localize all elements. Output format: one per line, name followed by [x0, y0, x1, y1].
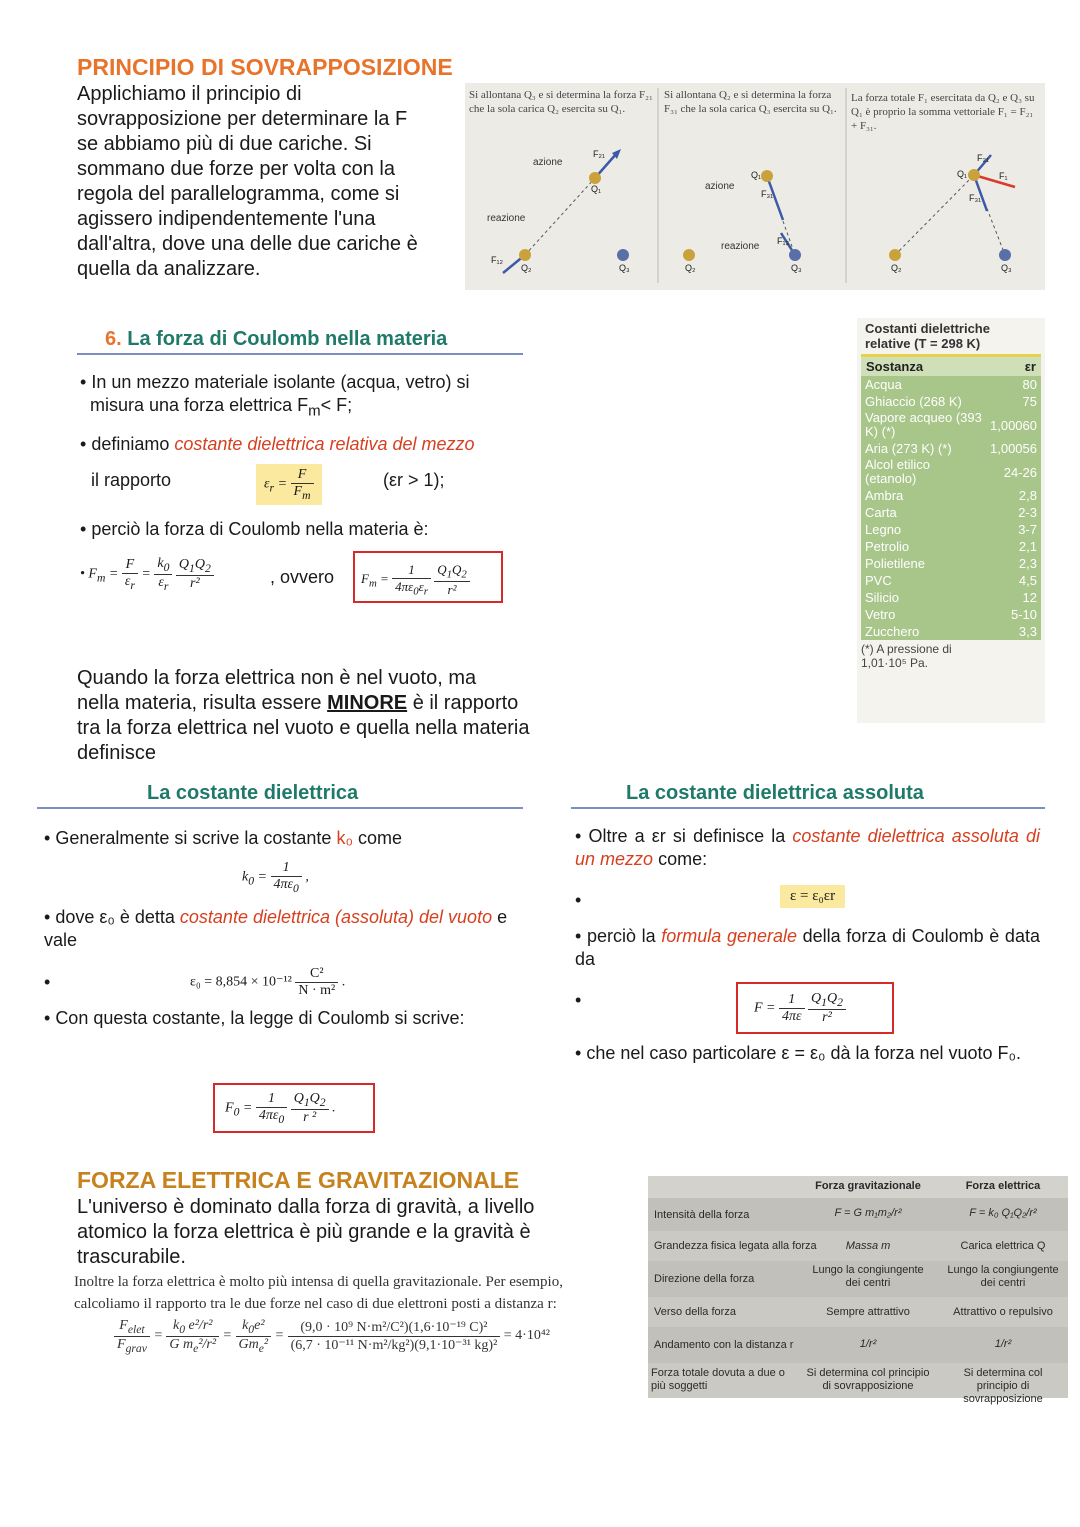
dielectric-constants-table [857, 318, 1045, 723]
dielectric-b1: • Generalmente si scrive la costante k₀ come [44, 828, 402, 849]
panel2-f31: F₃₁ [761, 189, 774, 199]
table-row: PVC 4,5 [865, 573, 1037, 588]
table-row: Vapore acqueo (393 K) (*) 1,00060 [865, 410, 1037, 439]
matter-paragraph: Quando la forza elettrica non è nel vuoto, ma nella materia, risulta essere MINORE è il rapporto tra la forza elettrica nel vuoto e quella nella materia definisce [77, 667, 530, 764]
table-row: Forza totale dovuta a due o più soggetti Si determina col principio di sovrapposizione Si determina col principio di sovrapposizione [648, 1363, 1068, 1398]
eps-r-condition: (εr > 1); [383, 470, 445, 490]
f0-formula-boxed: $F_0$ = $\frac{1}{4\pi\varepsilon_0}$ $\frac{Q_1Q_2}{\text{r ²}}$ . [213, 1083, 375, 1133]
general-coulomb-formula-boxed: F = $\frac{1}{4\pi\varepsilon}$ $\frac{Q_1Q_2}{\text{r²}}$ [736, 982, 894, 1034]
panel3-q1: Q₁ [957, 169, 968, 179]
electric-gravity-text: L'universo è dominato dalla forza di gravità, a livello atomico la forza elettrica è più grande e la gravità è trascurabile. [77, 1196, 535, 1268]
panel2-f13: F₁₃ [777, 236, 790, 246]
col-gravity: Forza gravitazionale [815, 1180, 921, 1192]
table-row: Direzione della forza Lungo la congiungente dei centri Lungo la congiungente dei centri [654, 1264, 1059, 1289]
bullet-dot: • [575, 890, 582, 910]
superposition-text: Applichiamo il principio di sovrapposizione per determinare la F se abbiamo più di due cariche. Si sommano due forze per volta con la regola del parallelogramma, come si agissero indipendentemente l'una dall'altra, dove una delle due cariche è quella da analizzare. [77, 83, 418, 280]
eps0-formula: ε₀ = 8,854 × 10⁻¹² $\frac{\text{C²}}{\text{N · m²}}$ . [190, 966, 346, 998]
panel3-f31: F₃₁ [969, 193, 982, 203]
bullet-dot: • [44, 972, 51, 992]
panel1-q1: Q₁ [591, 184, 602, 194]
comparison-table [648, 1176, 1068, 1405]
table-header: Sostanza εr [861, 357, 1041, 376]
heading-underline [37, 807, 523, 809]
section-title-electric-gravity: FORZA ELETTRICA E GRAVITAZIONALE [77, 1167, 520, 1193]
force-ratio-formula: $\frac{F_{elet}}{F_{grav}}$ = $\frac{k_0 e^2/r^2}{G m_e^2/r^2}$ = $\frac{k_0e^2}{Gm_e^2}$ = $\frac{\text{(9,0 · 10⁹ N·m²/C²)(1,6·10⁻¹⁹ C)²}}{\text{(6,7 · 10⁻¹¹ N·m²/kg²)(9,1·10⁻³¹ kg)²}}$ = 4·10⁴² [114, 1318, 550, 1355]
panel1-f12: F₁₂ [491, 255, 504, 265]
eps-r-formula: $\varepsilon_r$ = $\frac{F}{F_m}$ [256, 464, 322, 505]
bullet-dot: • [575, 990, 582, 1010]
dielectric-b2: • dove ε₀ è detta costante dielettrica (assoluta) del vuoto e vale [44, 906, 524, 952]
ratio-label: il rapporto [91, 470, 172, 490]
col-electric: Forza elettrica [965, 1180, 1041, 1192]
absolute-b2: • perciò la formula generale della forza di Coulomb è data da [575, 925, 1040, 971]
table-row: Andamento con la distanza r 1/r² 1/r² [654, 1338, 1012, 1351]
dielectric-rows [861, 376, 1041, 640]
absolute-b3: • che nel caso particolare ε = ε₀ dà la forza nel vuoto F₀. [575, 1042, 1040, 1065]
panel1-f21: F₂₁ [593, 149, 606, 159]
eps-formula: ε = ε₀εr [780, 885, 845, 908]
table-row: Aria (273 K) (*) 1,00056 [865, 441, 1037, 456]
panel3-q3: Q₃ [1001, 263, 1012, 273]
panel2-q2: Q₂ [685, 263, 696, 273]
panel1-caption: Si allontana Q₃ e si determina la forza F₂₁ che la sola carica Q₂ esercita su Q₁. [469, 89, 653, 115]
panel2-q1: Q₁ [751, 170, 762, 180]
panel2-caption: Si allontana Q₂ e si determina la forza F₃₁ che la sola carica Q₃ esercita su Q₁. [664, 89, 837, 115]
table-row: Polietilene 2,3 [865, 556, 1037, 571]
coulomb-matter-b2: • definiamo costante dielettrica relativa del mezzo [80, 434, 475, 455]
table-row: Ambra 2,8 [865, 488, 1037, 503]
panel3-q2: Q₂ [891, 263, 902, 273]
table-note: (*) A pressione di 1,01·10⁵ Pa. [861, 642, 952, 670]
panel3-ft: F₁ [999, 171, 1008, 181]
k0-formula: $k_0$ = $\frac{1}{4\pi\varepsilon_0}$ , [242, 860, 309, 895]
panel1-q2: Q₂ [521, 263, 532, 273]
table-row: Alcol etilico (etanolo) 24-26 [865, 457, 1037, 486]
panel1-azione: azione [533, 157, 563, 168]
section-heading-dielectric: La costante dielettrica [147, 782, 359, 804]
absolute-b1: • Oltre a εr si definisce la costante dielettrica assoluta di un mezzo come: [575, 825, 1040, 871]
fm-formula-1: • $F_m$ = $\frac{F}{\varepsilon_r}$ = $\frac{k_0}{\varepsilon_r}$ $\frac{Q_1Q_2}{\text{r²}}$ [80, 556, 214, 593]
table-row: Acqua 80 [865, 377, 1037, 392]
table-row: Ghiaccio (268 K) 75 [865, 394, 1037, 409]
panel2-q3: Q₃ [791, 263, 802, 273]
panel3-f21: F₂₁ [977, 153, 990, 163]
table-row: Legno 3-7 [865, 522, 1037, 537]
heading-underline [77, 353, 523, 355]
table-row: Silicio 12 [865, 590, 1037, 605]
panel2-azione: azione [705, 181, 735, 192]
table-row: Grandezza fisica legata alla forza Massa m Carica elettrica Q [648, 1231, 1068, 1261]
superposition-figure [465, 83, 1045, 290]
table-row: Carta 2-3 [865, 505, 1037, 520]
section-heading-coulomb-matter: 6. La forza di Coulomb nella materia [105, 328, 448, 350]
coulomb-matter-b1: • In un mezzo materiale isolante (acqua, vetro) si misura una forza elettrica $F_m< F$; [80, 371, 530, 423]
electric-gravity-serif-text: Inoltre la forza elettrica è molto più intensa di quella gravitazionale. Per esempio, calcoliamo il rapporto tra le due forze nel caso di due elettroni posti a distanza r: [74, 1274, 563, 1312]
panel1-q3: Q₃ [619, 263, 630, 273]
table-row: Zucchero 3,3 [865, 624, 1037, 639]
heading-underline [571, 807, 1045, 809]
ovvero-text: , ovvero [270, 567, 335, 587]
table-row: Intensità della forza F = G m₁m₂/r² F = k₀ Q₁Q₂/r² [654, 1207, 1037, 1221]
fm-formula-boxed: $F_m$ = $\frac{1}{4\pi\varepsilon_0\varepsilon_r}$ $\frac{Q_1Q_2}{\text{r²}}$ [353, 551, 503, 603]
table-row: Vetro 5-10 [865, 607, 1037, 622]
section-heading-absolute-dielectric: La costante dielettrica assoluta [626, 782, 924, 804]
section-title-superposition: PRINCIPIO DI SOVRAPPOSIZIONE [77, 54, 453, 80]
panel1-reazione: reazione [487, 213, 526, 224]
dielectric-b3: • Con questa costante, la legge di Coulomb si scrive: [44, 1007, 514, 1030]
table-row: Petrolio 2,1 [865, 539, 1037, 554]
table-title: Costanti dielettriche relative (T = 298 K) [865, 321, 990, 351]
table-row: Verso della forza Sempre attrattivo Attrattivo o repulsivo [648, 1297, 1068, 1327]
coulomb-matter-b3: • perciò la forza di Coulomb nella materia è: [80, 519, 428, 540]
panel3-caption: La forza totale F₁ esercitata da Q₂ e Q₃ su Q₁ è proprio la somma vettoriale F₁ = F₂₁ + F₃₁. [851, 92, 1035, 132]
panel2-reazione: reazione [721, 241, 760, 252]
